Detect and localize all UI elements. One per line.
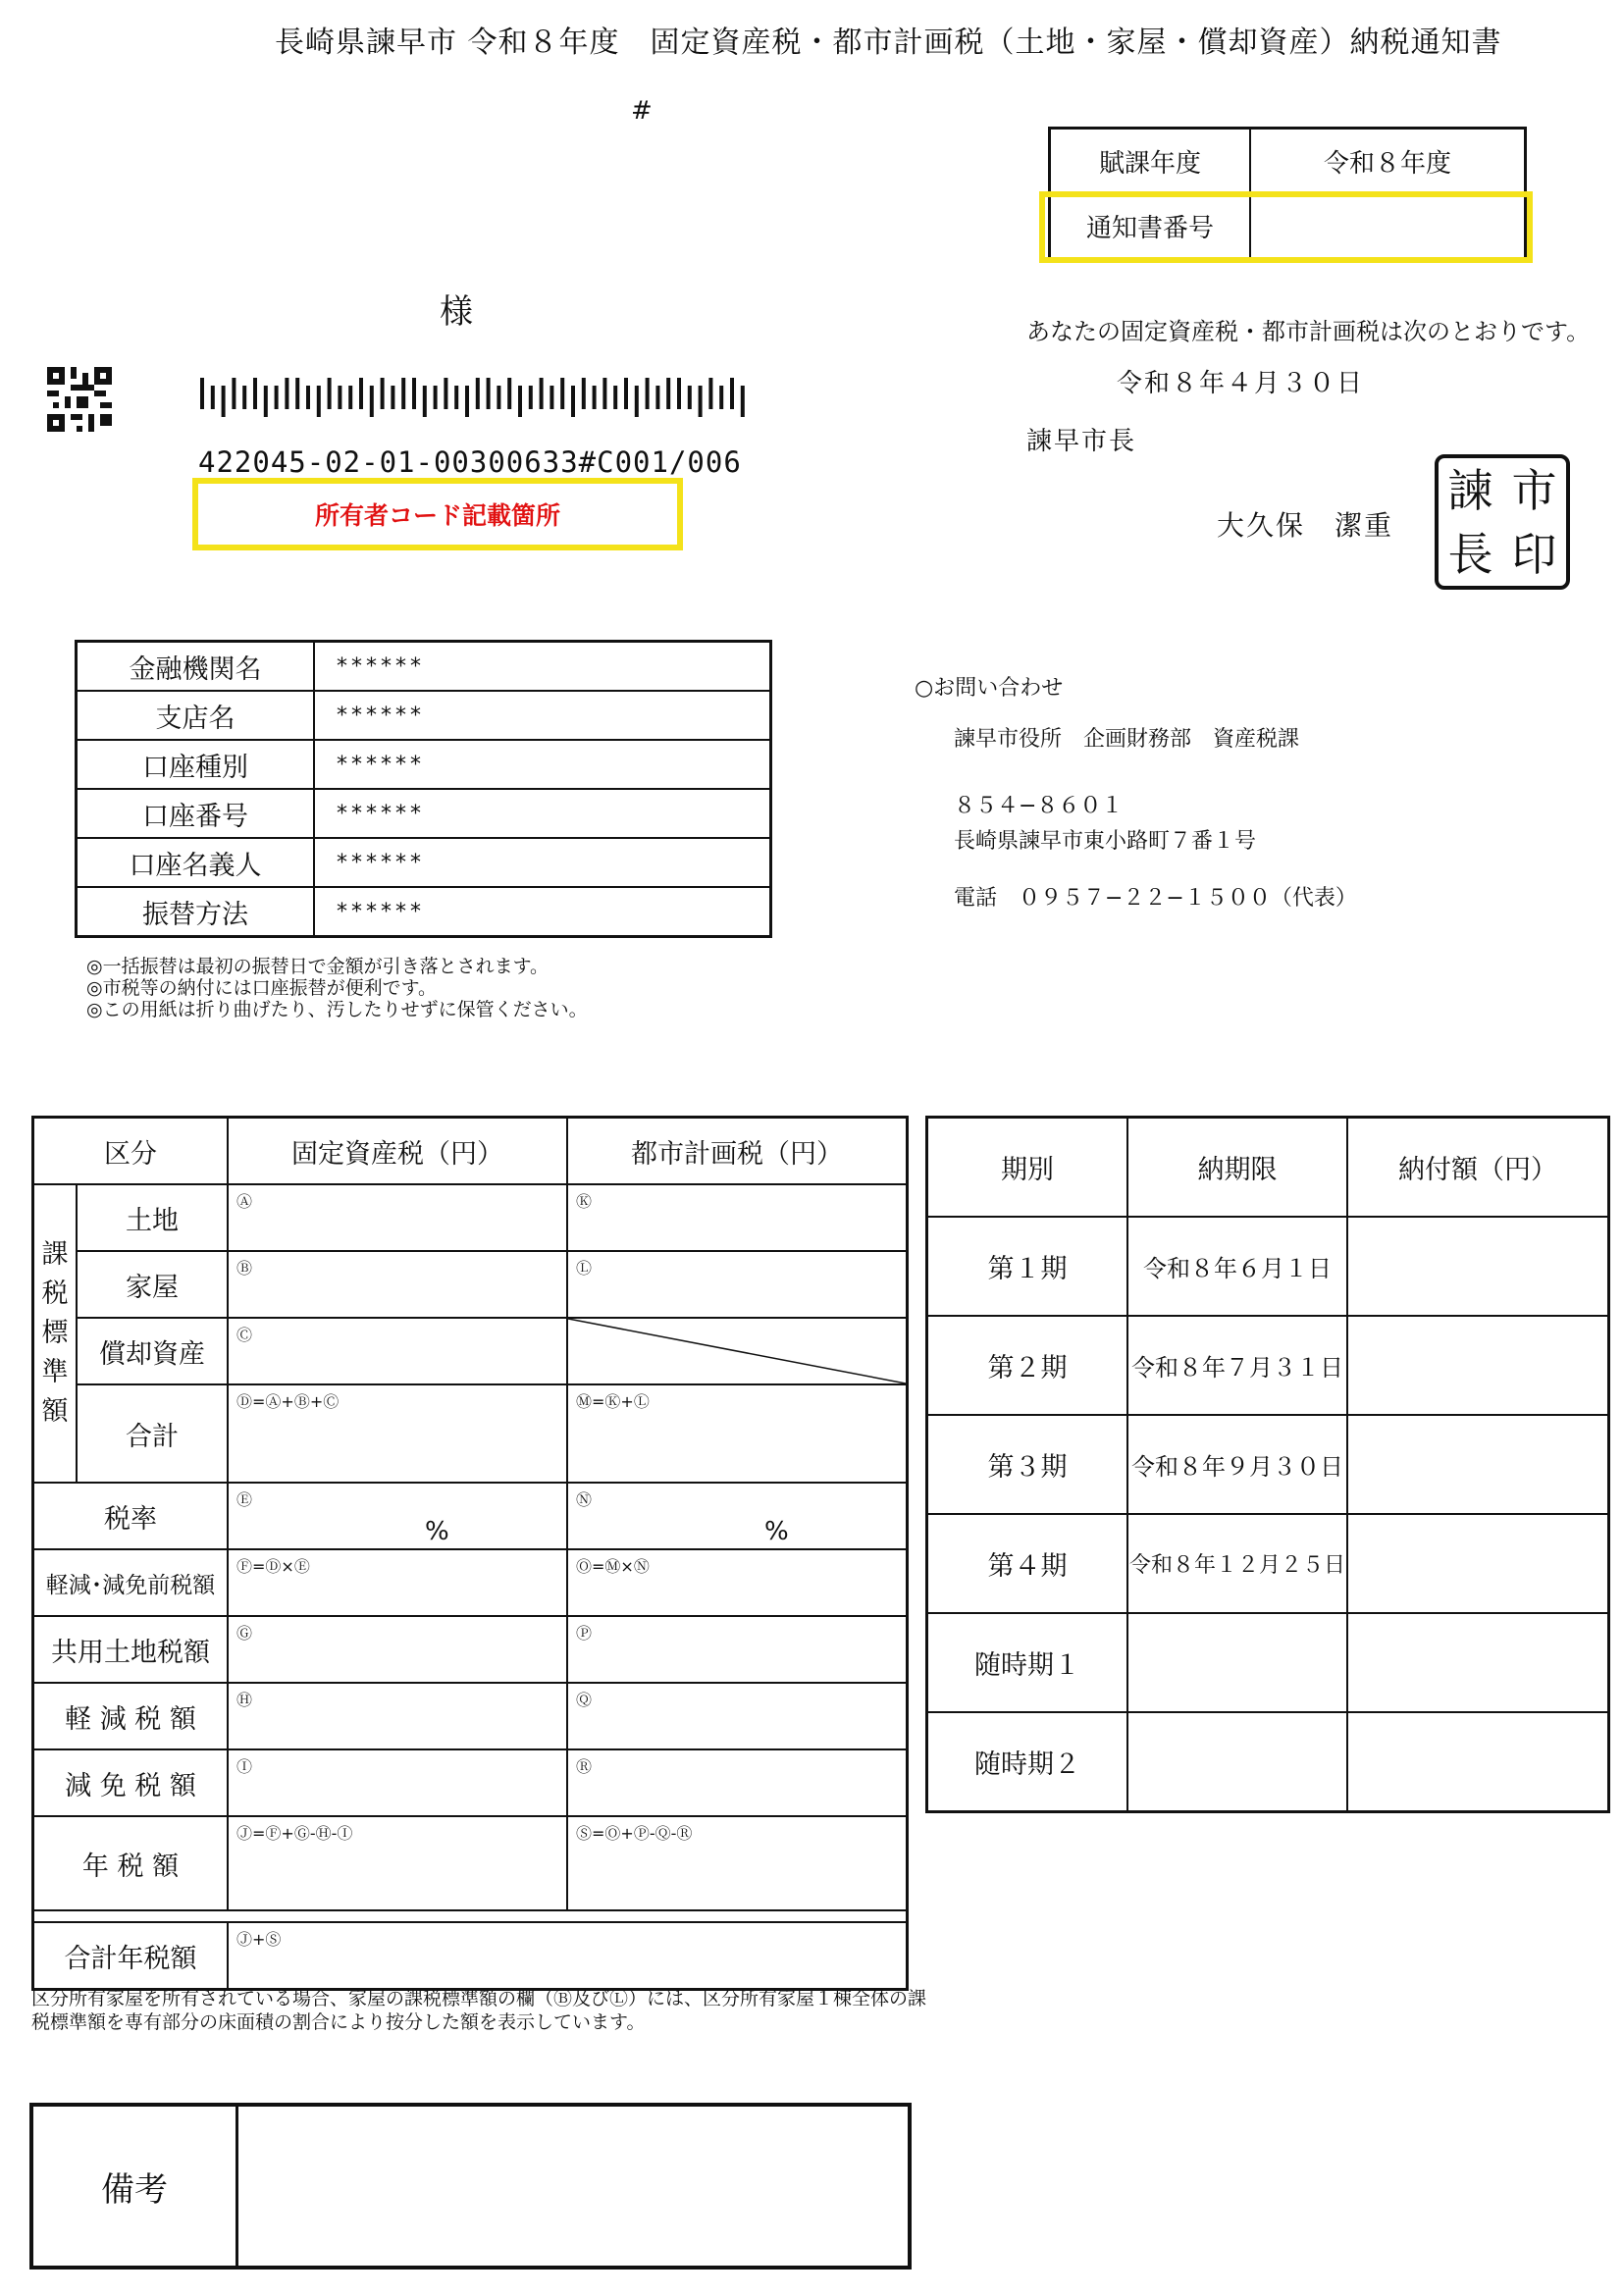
fixed-mark: Ⓘ bbox=[236, 1757, 253, 1776]
mayor-name: 大久保 潔重 bbox=[1217, 509, 1394, 542]
deadline: 令和８年９月３０日 bbox=[1127, 1415, 1347, 1514]
barcode-bar bbox=[423, 386, 427, 417]
bank-label: 口座番号 bbox=[77, 789, 315, 838]
rate-label: 税率 bbox=[33, 1483, 229, 1549]
bank-row bbox=[77, 789, 771, 838]
barcode-bar bbox=[328, 378, 332, 409]
row-label: 共用土地税額 bbox=[33, 1616, 229, 1683]
city-mark: Ⓡ bbox=[576, 1757, 593, 1776]
barcode-bar bbox=[677, 378, 681, 409]
city-cell-na bbox=[567, 1318, 908, 1384]
barcode-bar bbox=[275, 386, 279, 409]
barcode-bar bbox=[699, 386, 703, 417]
city-mark: Ⓛ bbox=[576, 1259, 593, 1278]
fixed-mark: Ⓕ=Ⓓ×Ⓔ bbox=[236, 1557, 310, 1576]
owner-code-label: 所有者コード記載箇所 bbox=[314, 501, 560, 530]
fixed-mark: Ⓖ bbox=[236, 1624, 253, 1643]
barcode-bar bbox=[571, 386, 575, 417]
barcode-bar bbox=[593, 386, 597, 409]
note-item: ◎市税等の納付には口座振替が便利です。 bbox=[86, 977, 438, 999]
row-label: 減 免 税 額 bbox=[33, 1749, 229, 1816]
city-cell bbox=[567, 1384, 908, 1483]
period: 第４期 bbox=[927, 1514, 1128, 1613]
barcode-bar bbox=[370, 386, 374, 417]
document-title: 長崎県諫早市 令和８年度 固定資産税・都市計画税（土地・家屋・償却資産）納税通知書 bbox=[275, 26, 1502, 60]
notice-number-highlight bbox=[1039, 191, 1533, 263]
barcode-bar bbox=[476, 378, 480, 409]
seal-char: 諫 bbox=[1447, 463, 1493, 517]
payment-schedule-table bbox=[925, 1116, 1610, 1813]
amount bbox=[1347, 1712, 1609, 1812]
period: 第３期 bbox=[927, 1415, 1128, 1514]
bank-label: 口座名義人 bbox=[77, 838, 315, 887]
barcode-bar bbox=[391, 386, 394, 409]
barcode-bar bbox=[624, 378, 628, 409]
fixed-cell bbox=[228, 1318, 567, 1384]
deadline bbox=[1127, 1712, 1347, 1812]
header-fixed: 固定資産税（円） bbox=[228, 1118, 567, 1185]
contact-heading: ○お問い合わせ bbox=[915, 676, 1064, 701]
seal-char: 印 bbox=[1511, 527, 1557, 581]
note-item: ◎一括振替は最初の振替日で金額が引き落とされます。 bbox=[86, 956, 550, 977]
payment-row bbox=[927, 1415, 1609, 1514]
barcode-bar bbox=[317, 386, 321, 417]
bank-row bbox=[77, 642, 771, 692]
fixed-cell bbox=[228, 1549, 567, 1616]
barcode-bar bbox=[602, 378, 606, 409]
payment-row bbox=[927, 1316, 1609, 1415]
barcode-bar bbox=[348, 386, 352, 409]
city-cell bbox=[567, 1616, 908, 1683]
issue-date: 令和８年４月３０日 bbox=[1117, 369, 1365, 398]
period: 随時期１ bbox=[927, 1613, 1128, 1712]
barcode-bar bbox=[635, 386, 639, 417]
amount bbox=[1347, 1316, 1609, 1415]
deadline: 令和８年６月１日 bbox=[1127, 1217, 1347, 1316]
period: 第１期 bbox=[927, 1217, 1128, 1316]
barcode-bar bbox=[688, 386, 692, 409]
barcode-bar bbox=[582, 378, 586, 409]
row-gap bbox=[33, 1910, 908, 1922]
barcode-bar bbox=[306, 386, 310, 409]
amount bbox=[1347, 1217, 1609, 1316]
city-mark: Ⓜ=Ⓚ+Ⓛ bbox=[576, 1392, 650, 1411]
bank-row bbox=[77, 838, 771, 887]
total-cell bbox=[228, 1922, 908, 1990]
fixed-cell bbox=[228, 1184, 567, 1251]
vert-char: 課 bbox=[41, 1239, 69, 1270]
barcode-bar bbox=[730, 378, 734, 409]
amount bbox=[1347, 1613, 1609, 1712]
city-cell bbox=[567, 1749, 908, 1816]
fixed-rate-cell bbox=[228, 1483, 567, 1549]
header-period: 期別 bbox=[927, 1118, 1128, 1218]
barcode-bar bbox=[232, 378, 236, 409]
payment-row bbox=[927, 1217, 1609, 1316]
total-label: 合計年税額 bbox=[33, 1922, 229, 1990]
barcode-bar bbox=[401, 378, 405, 409]
barcode-bar bbox=[487, 378, 491, 409]
city-cell bbox=[567, 1816, 908, 1910]
bank-label: 振替方法 bbox=[77, 887, 315, 937]
fixed-cell bbox=[228, 1251, 567, 1318]
seal-char: 長 bbox=[1447, 527, 1493, 581]
barcode-bar bbox=[222, 386, 226, 417]
period: 第２期 bbox=[927, 1316, 1128, 1415]
row-label: 合計 bbox=[77, 1384, 228, 1483]
barcode-bar bbox=[412, 378, 416, 409]
barcode-bar bbox=[708, 378, 712, 409]
fixed-mark: Ⓓ=Ⓐ+Ⓑ+Ⓒ bbox=[236, 1392, 340, 1411]
barcode-bar bbox=[529, 386, 533, 409]
deadline: 令和８年１２月２５日 bbox=[1127, 1514, 1347, 1613]
bank-row bbox=[77, 740, 771, 789]
barcode-bar bbox=[719, 386, 723, 409]
remarks-value bbox=[237, 2105, 911, 2268]
contact-address: 長崎県諫早市東小路町７番１号 bbox=[954, 829, 1257, 854]
vert-char: 標 bbox=[41, 1318, 69, 1348]
tax-table bbox=[31, 1116, 909, 1991]
payment-row bbox=[927, 1613, 1609, 1712]
barcode-bar bbox=[381, 378, 385, 409]
header-deadline: 納期限 bbox=[1127, 1118, 1347, 1218]
row-label: 軽減･減免前税額 bbox=[33, 1549, 229, 1616]
remarks-table bbox=[29, 2103, 912, 2270]
bank-label: 口座種別 bbox=[77, 740, 315, 789]
barcode-bar bbox=[646, 378, 650, 409]
amount bbox=[1347, 1415, 1609, 1514]
fixed-mark: Ⓑ bbox=[236, 1259, 253, 1278]
base-group-label bbox=[33, 1184, 78, 1483]
bank-account-table bbox=[75, 640, 772, 938]
tax-year-label: 賦課年度 bbox=[1050, 129, 1251, 194]
fixed-cell bbox=[228, 1616, 567, 1683]
row-label: 家屋 bbox=[77, 1251, 228, 1318]
official-seal bbox=[1435, 454, 1570, 590]
period: 随時期２ bbox=[927, 1712, 1128, 1812]
contact-info bbox=[915, 671, 1357, 916]
header-city: 都市計画税（円） bbox=[567, 1118, 908, 1185]
intro-text: あなたの固定資産税・都市計画税は次のとおりです。 bbox=[1026, 318, 1591, 345]
footnote: 区分所有家屋を所有されている場合、家屋の課税標準額の欄（Ⓑ及びⓁ）には、区分所有家屋１棟全体の課税標準額を専有部分の床面積の割合により按分した額を表示しています。 bbox=[31, 1988, 927, 2033]
fixed-mark: Ⓐ bbox=[236, 1192, 253, 1211]
bank-value: ****** bbox=[314, 740, 771, 789]
barcode-bar bbox=[518, 386, 522, 417]
barcode-bar bbox=[211, 386, 215, 409]
vert-char: 額 bbox=[41, 1396, 69, 1427]
city-rate-cell bbox=[567, 1483, 908, 1549]
deadline bbox=[1127, 1613, 1347, 1712]
seal-char: 市 bbox=[1511, 463, 1557, 517]
qr-code bbox=[47, 367, 112, 432]
city-cell bbox=[567, 1251, 908, 1318]
fixed-cell bbox=[228, 1816, 567, 1910]
city-mark: Ⓠ bbox=[576, 1691, 593, 1709]
fixed-mark: Ⓒ bbox=[236, 1326, 253, 1344]
remarks-label: 備考 bbox=[31, 2105, 237, 2268]
amount bbox=[1347, 1514, 1609, 1613]
bank-label: 支店名 bbox=[77, 691, 315, 740]
row-label: 年 税 額 bbox=[33, 1816, 229, 1910]
note-item: ◎この用紙は折り曲げたり、汚したりせずに保管ください。 bbox=[86, 999, 588, 1020]
row-label: 償却資産 bbox=[77, 1318, 228, 1384]
barcode-bar bbox=[285, 378, 288, 409]
percent-unit: % bbox=[764, 1517, 789, 1546]
notice-number-label: 通知書番号 bbox=[1050, 193, 1251, 259]
barcode-bar bbox=[560, 378, 564, 409]
bank-value: ****** bbox=[314, 789, 771, 838]
barcode-bar bbox=[295, 378, 299, 409]
postal-barcode bbox=[198, 378, 767, 417]
total-mark: Ⓙ+Ⓢ bbox=[236, 1930, 282, 1949]
addressee-suffix: 様 bbox=[440, 292, 473, 332]
barcode-bar bbox=[497, 386, 500, 409]
barcode-bar bbox=[359, 378, 363, 409]
barcode-bar bbox=[655, 386, 659, 409]
barcode-bar bbox=[434, 386, 438, 409]
hash-mark: # bbox=[631, 96, 653, 126]
fixed-mark: Ⓔ bbox=[236, 1490, 253, 1509]
barcode-bar bbox=[507, 378, 511, 409]
header-amount: 納付額（円） bbox=[1347, 1118, 1609, 1218]
vert-char: 税 bbox=[41, 1278, 69, 1309]
city-cell bbox=[567, 1683, 908, 1749]
bank-row bbox=[77, 887, 771, 937]
owner-code: 422045-02-01-00300633#C001/006 bbox=[198, 445, 742, 479]
city-mark: Ⓝ bbox=[576, 1490, 593, 1509]
barcode-bar bbox=[338, 386, 341, 409]
barcode-bar bbox=[200, 378, 204, 409]
city-cell bbox=[567, 1184, 908, 1251]
row-label: 土地 bbox=[77, 1184, 228, 1251]
contact-postal: ８５４−８６０１ bbox=[954, 794, 1124, 818]
bank-row bbox=[77, 691, 771, 740]
fixed-mark: Ⓙ=Ⓕ+Ⓖ-Ⓗ-Ⓘ bbox=[236, 1824, 353, 1843]
city-mark: Ⓢ=Ⓞ+Ⓟ-Ⓠ-Ⓡ bbox=[576, 1824, 693, 1843]
fixed-cell bbox=[228, 1749, 567, 1816]
barcode-bar bbox=[540, 378, 544, 409]
barcode-bar bbox=[454, 386, 458, 409]
bank-value: ****** bbox=[314, 887, 771, 937]
bank-value: ****** bbox=[314, 642, 771, 692]
bank-value: ****** bbox=[314, 691, 771, 740]
tax-year-value: 令和８年度 bbox=[1250, 129, 1526, 194]
deadline: 令和８年７月３１日 bbox=[1127, 1316, 1347, 1415]
contact-phone: 電話 ０９５７−２２−１５００（代表） bbox=[954, 886, 1357, 911]
barcode-bar bbox=[613, 386, 617, 409]
city-mark: Ⓞ=Ⓜ×Ⓝ bbox=[576, 1557, 650, 1576]
payment-row bbox=[927, 1514, 1609, 1613]
notes bbox=[86, 956, 588, 1020]
diagonal-strike bbox=[568, 1319, 906, 1383]
barcode-bar bbox=[264, 386, 268, 417]
barcode-bar bbox=[253, 378, 257, 409]
bank-value: ****** bbox=[314, 838, 771, 887]
city-mark: Ⓚ bbox=[576, 1192, 593, 1211]
header-category: 区分 bbox=[33, 1118, 229, 1185]
fixed-mark: Ⓗ bbox=[236, 1691, 253, 1709]
city-cell bbox=[567, 1549, 908, 1616]
barcode-bar bbox=[741, 386, 745, 417]
contact-office: 諫早市役所 企画財務部 資産税課 bbox=[954, 727, 1300, 752]
percent-unit: % bbox=[425, 1517, 449, 1546]
payment-row bbox=[927, 1712, 1609, 1812]
fixed-cell bbox=[228, 1384, 567, 1483]
barcode-bar bbox=[444, 378, 447, 409]
barcode-bar bbox=[465, 386, 469, 417]
bank-label: 金融機関名 bbox=[77, 642, 315, 692]
barcode-bar bbox=[242, 386, 246, 409]
fixed-cell bbox=[228, 1683, 567, 1749]
row-label: 軽 減 税 額 bbox=[33, 1683, 229, 1749]
vert-char: 準 bbox=[41, 1357, 69, 1387]
city-mark: Ⓟ bbox=[576, 1624, 593, 1643]
barcode-bar bbox=[550, 386, 553, 409]
barcode-bar bbox=[666, 378, 670, 409]
mayor-title: 諫早市長 bbox=[1026, 427, 1137, 456]
